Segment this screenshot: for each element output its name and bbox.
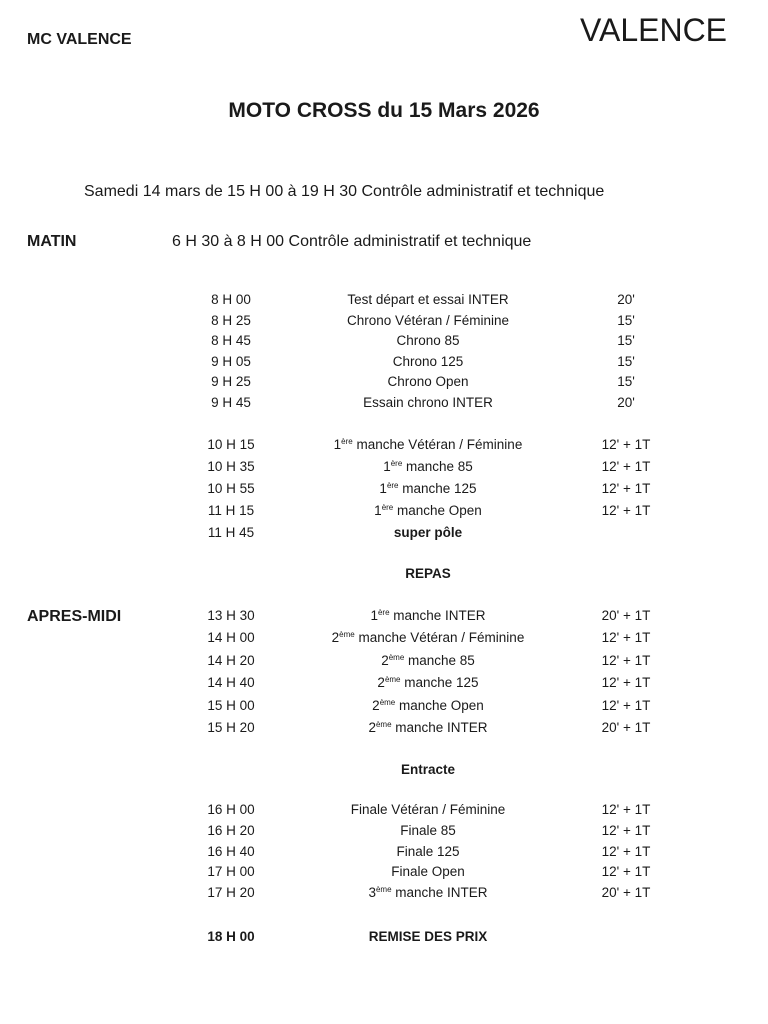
schedule-row bbox=[0, 653, 768, 673]
row-duration: 15' bbox=[617, 312, 635, 328]
row-time: 14 H 40 bbox=[207, 675, 255, 691]
row-duration: 12' + 1T bbox=[601, 630, 651, 646]
row-event: super pôle bbox=[393, 525, 463, 540]
row-time: 14 H 00 bbox=[207, 630, 255, 646]
row-duration: 15' bbox=[617, 353, 635, 369]
ordinal-suffix: ère bbox=[381, 503, 394, 512]
row-duration: 15' bbox=[617, 374, 635, 390]
row-duration: 12' + 1T bbox=[601, 481, 651, 496]
row-time: 10 H 55 bbox=[207, 481, 255, 496]
row-event: 1ère manche Open bbox=[374, 503, 482, 518]
row-event: Chrono 85 bbox=[396, 333, 460, 349]
schedule-row bbox=[0, 481, 768, 501]
row-event: 3ème manche INTER bbox=[368, 885, 488, 901]
lunch-break-label: REPAS bbox=[405, 566, 451, 581]
schedule-row bbox=[0, 864, 768, 884]
ordinal-suffix: ème bbox=[339, 630, 355, 640]
saturday-control-note: Samedi 14 mars de 15 H 00 à 19 H 30 Contrôle administratif et technique bbox=[84, 183, 605, 200]
session-label-matin: MATIN bbox=[27, 233, 77, 250]
prize-ceremony-row bbox=[0, 929, 768, 949]
row-duration: 15' bbox=[617, 333, 635, 349]
row-duration: 12' + 1T bbox=[601, 864, 651, 880]
schedule-row bbox=[0, 292, 768, 312]
row-time: 18 H 00 bbox=[207, 929, 255, 944]
row-time: 8 H 00 bbox=[211, 292, 251, 307]
row-duration: 12' + 1T bbox=[601, 503, 651, 518]
row-duration: 12' + 1T bbox=[601, 822, 651, 838]
morning-control-note: 6 H 30 à 8 H 00 Contrôle administratif et technique bbox=[172, 233, 532, 250]
ordinal-suffix: ème bbox=[375, 885, 392, 895]
ordinal-suffix: ère bbox=[386, 481, 399, 490]
row-time: 10 H 35 bbox=[207, 459, 255, 474]
row-event: Finale 85 bbox=[400, 822, 456, 838]
row-duration: 12' + 1T bbox=[601, 697, 651, 713]
schedule-row bbox=[0, 698, 768, 718]
row-event: Chrono Vétéran / Féminine bbox=[346, 312, 510, 328]
ordinal-suffix: ème bbox=[375, 720, 392, 729]
schedule-row bbox=[0, 720, 768, 740]
row-time: 11 H 15 bbox=[207, 503, 255, 518]
row-event: Chrono Open bbox=[387, 374, 469, 390]
row-duration: 12' + 1T bbox=[601, 843, 651, 859]
row-duration: 20' + 1T bbox=[601, 720, 651, 735]
row-event: Finale Open bbox=[391, 864, 465, 880]
schedule-row bbox=[0, 675, 768, 695]
row-event: REMISE DES PRIX bbox=[368, 929, 488, 944]
row-event: 2ème manche Open bbox=[372, 697, 484, 713]
city-name: VALENCE bbox=[580, 12, 728, 48]
row-time: 16 H 20 bbox=[207, 822, 255, 838]
row-duration: 20' bbox=[617, 395, 635, 410]
schedule-row bbox=[0, 885, 768, 905]
row-event: Chrono 125 bbox=[392, 353, 464, 369]
schedule-row bbox=[0, 395, 768, 415]
row-event: 2ème manche Vétéran / Féminine bbox=[331, 630, 525, 646]
row-time: 15 H 20 bbox=[207, 720, 255, 735]
schedule-row bbox=[0, 823, 768, 843]
row-event: Finale Vétéran / Féminine bbox=[350, 802, 506, 817]
row-time: 8 H 45 bbox=[211, 333, 251, 349]
ordinal-suffix: ère bbox=[341, 437, 353, 446]
ordinal-suffix: ère bbox=[377, 608, 390, 617]
schedule-row bbox=[0, 503, 768, 523]
row-event: 1ère manche 85 bbox=[383, 459, 473, 474]
row-event: Essain chrono INTER bbox=[363, 395, 493, 410]
row-event: 2ème manche INTER bbox=[368, 720, 488, 735]
row-time: 17 H 00 bbox=[207, 864, 255, 880]
row-event: 1ère manche Vétéran / Féminine bbox=[333, 437, 523, 452]
row-duration: 20' + 1T bbox=[601, 608, 651, 623]
row-duration: 12' + 1T bbox=[601, 652, 651, 668]
row-event: Test départ et essai INTER bbox=[347, 292, 509, 307]
club-name: MC VALENCE bbox=[27, 31, 132, 48]
intermission-label: Entracte bbox=[400, 762, 456, 777]
row-time: 8 H 25 bbox=[211, 312, 251, 328]
ordinal-suffix: ème bbox=[384, 675, 401, 685]
schedule-row bbox=[0, 844, 768, 864]
schedule-row bbox=[0, 437, 768, 457]
row-time: 9 H 25 bbox=[211, 374, 251, 390]
ordinal-suffix: ème bbox=[379, 697, 396, 707]
row-duration: 12' + 1T bbox=[601, 459, 651, 474]
row-event: 1ère manche 125 bbox=[379, 481, 477, 496]
page-title: MOTO CROSS du 15 Mars 2026 bbox=[228, 99, 540, 122]
row-time: 11 H 45 bbox=[207, 525, 255, 540]
row-event: 1ère manche INTER bbox=[370, 608, 486, 623]
row-event: 2ème manche 125 bbox=[377, 675, 479, 691]
schedule-row bbox=[0, 354, 768, 374]
row-time: 9 H 45 bbox=[211, 395, 251, 410]
row-duration: 12' + 1T bbox=[601, 437, 651, 452]
row-duration: 12' + 1T bbox=[601, 675, 651, 691]
schedule-row bbox=[0, 630, 768, 650]
row-time: 10 H 15 bbox=[207, 437, 255, 452]
row-time: 13 H 30 bbox=[207, 608, 255, 623]
row-time: 14 H 20 bbox=[207, 652, 255, 668]
session-label-apres-midi: APRES-MIDI bbox=[27, 608, 122, 625]
ordinal-suffix: ème bbox=[388, 652, 405, 662]
row-time: 16 H 00 bbox=[207, 802, 255, 817]
row-time: 9 H 05 bbox=[211, 353, 251, 369]
schedule-row bbox=[0, 608, 768, 628]
row-event: Finale 125 bbox=[396, 843, 460, 859]
schedule-row bbox=[0, 333, 768, 353]
schedule-row bbox=[0, 459, 768, 479]
schedule-row bbox=[0, 802, 768, 822]
row-duration: 20' + 1T bbox=[601, 885, 651, 901]
row-time: 15 H 00 bbox=[207, 697, 255, 713]
schedule-row bbox=[0, 313, 768, 333]
row-duration: 20' bbox=[617, 292, 635, 307]
schedule-row bbox=[0, 525, 768, 545]
row-event: 2ème manche 85 bbox=[381, 652, 475, 668]
ordinal-suffix: ère bbox=[390, 459, 403, 468]
schedule-row bbox=[0, 374, 768, 394]
row-time: 17 H 20 bbox=[207, 885, 255, 901]
row-time: 16 H 40 bbox=[207, 843, 255, 859]
row-duration: 12' + 1T bbox=[601, 802, 651, 817]
